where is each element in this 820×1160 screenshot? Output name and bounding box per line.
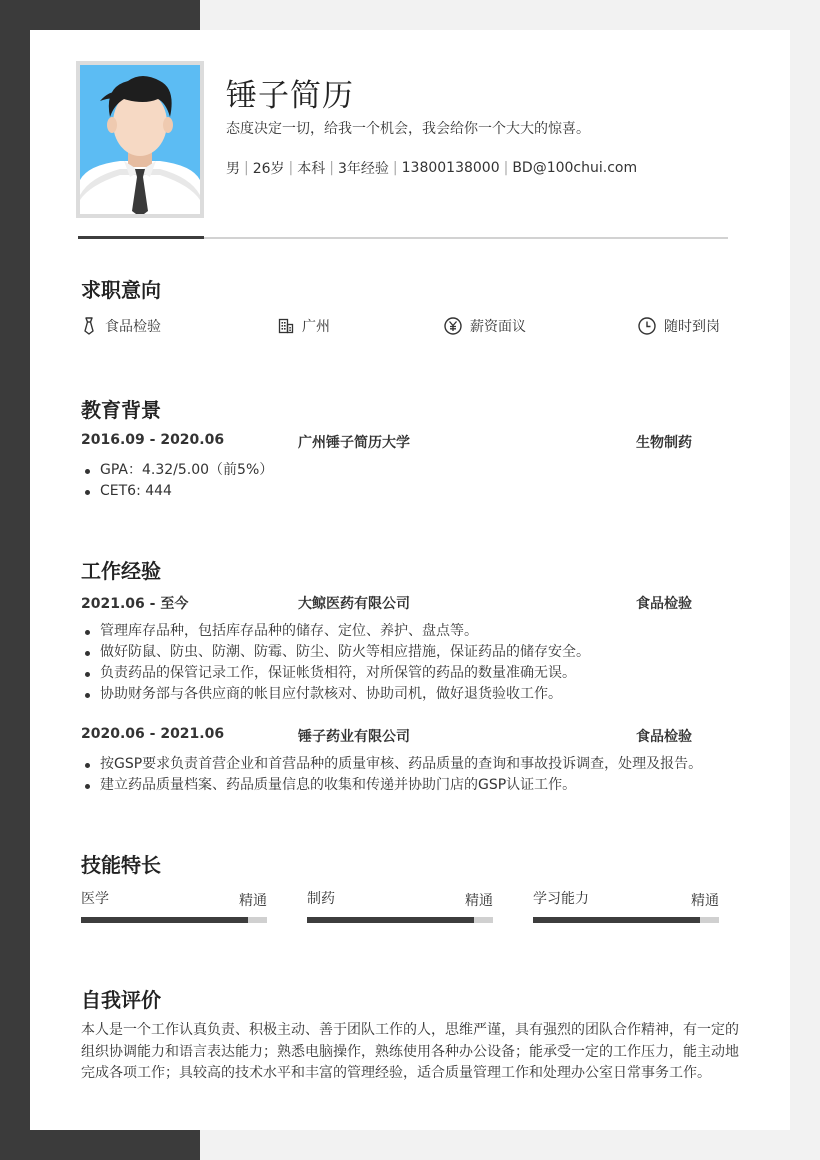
work-role: 食品检验 [636,729,692,745]
skill-bar [533,917,719,923]
work-details-2 [81,754,702,796]
skill-level: 精通 [691,893,719,909]
work-company: 锤子药业有限公司 [298,729,410,745]
info-separator: | [288,160,294,176]
intention-salary-label: 薪资面议 [470,319,526,335]
self-evaluation-text: 本人是一个工作认真负责、积极主动、善于团队工作的人，思维严谨，具有强烈的团队合作精神，有一定的组织协调能力和语言表达能力；熟悉电脑操作，熟练使用各种办公设备；能承受一定的工作压力，能主动地完成各项工作；具较高的技术水平和丰富的管理经验，适合质量管理工作和处理办公室日常事务工作。 [81,1022,739,1081]
list-item: 建立药品质量档案、药品质量信息的收集和传递并协助门店的GSP认证工作。 [81,775,702,796]
info-phone[interactable]: 13800138000 [401,160,500,176]
building-icon [278,318,294,334]
work-company: 大鲸医药有限公司 [298,596,410,612]
skill-bar-fill [307,917,474,923]
intention-availability-label: 随时到岗 [664,319,720,335]
skill-bar [81,917,267,923]
skill-bar-fill [81,917,248,923]
header-divider-accent [78,236,204,239]
list-item: 做好防鼠、防虫、防潮、防霉、防尘、防火等相应措施，保证药品的储存安全。 [81,642,590,663]
work-date: 2021.06 - 至今 [81,596,189,612]
info-age: 26岁 [252,161,285,177]
section-title-education: 教育背景 [81,398,161,422]
education-major: 生物制药 [636,435,692,451]
work-row-1 [81,593,721,613]
info-experience: 3年经验 [337,161,389,177]
skill-level: 精通 [465,893,493,909]
clock-icon [638,317,656,335]
info-separator: | [392,160,398,176]
section-title-intention: 求职意向 [81,278,161,302]
tie-icon [81,317,97,335]
intention-city [278,316,330,336]
work-role: 食品检验 [636,596,692,612]
resume-page [30,30,790,1130]
section-title-self: 自我评价 [81,988,161,1012]
intention-city-label: 广州 [302,319,330,335]
intention-position-label: 食品检验 [105,319,161,335]
education-date: 2016.09 - 2020.06 [81,432,225,448]
yen-icon [444,317,462,335]
section-title-work: 工作经验 [81,559,161,583]
work-details-1 [81,621,590,705]
education-school: 广州锤子简历大学 [298,435,410,451]
intention-availability [638,316,720,336]
intention-salary [444,316,526,336]
skill-level: 精通 [239,893,267,909]
skill-name: 医学 [81,891,109,907]
education-details [81,460,273,502]
info-gender: 男 [226,161,240,177]
profile-photo-frame [76,61,204,218]
list-item: CET6: 444 [81,481,273,502]
info-separator: | [244,160,249,176]
section-title-skills: 技能特长 [81,853,161,877]
info-separator: | [503,160,509,176]
info-email[interactable]: BD@100chui.com [512,160,638,176]
list-item: 管理库存品种，包括库存品种的储存、定位、养护、盘点等。 [81,621,590,642]
profile-photo [80,65,200,214]
resume-motto: 态度决定一切，给我一个机会，我会给你一个大大的惊喜。 [226,121,590,137]
work-row-2 [81,726,721,746]
education-row [81,432,721,452]
info-degree: 本科 [297,161,326,177]
skill-name: 制药 [307,891,335,907]
intention-position [81,316,161,336]
list-item: GPA：4.32/5.00（前5%） [81,460,273,481]
skill-bar [307,917,493,923]
skill-bar-fill [533,917,700,923]
resume-name: 锤子简历 [226,78,354,114]
list-item: 协助财务部与各供应商的帐目应付款核对、协助司机，做好退货验收工作。 [81,684,590,705]
info-separator: | [329,160,334,176]
work-date: 2020.06 - 2021.06 [81,726,225,742]
list-item: 按GSP要求负责首营企业和首营品种的质量审核、药品质量的查询和事故投诉调查，处理及报告。 [81,754,702,775]
avatar-illustration [80,65,200,214]
list-item: 负责药品的保管记录工作，保证帐货相符，对所保管的药品的数量准确无误。 [81,663,590,684]
basic-info-line [226,158,637,178]
skill-name: 学习能力 [533,891,589,907]
